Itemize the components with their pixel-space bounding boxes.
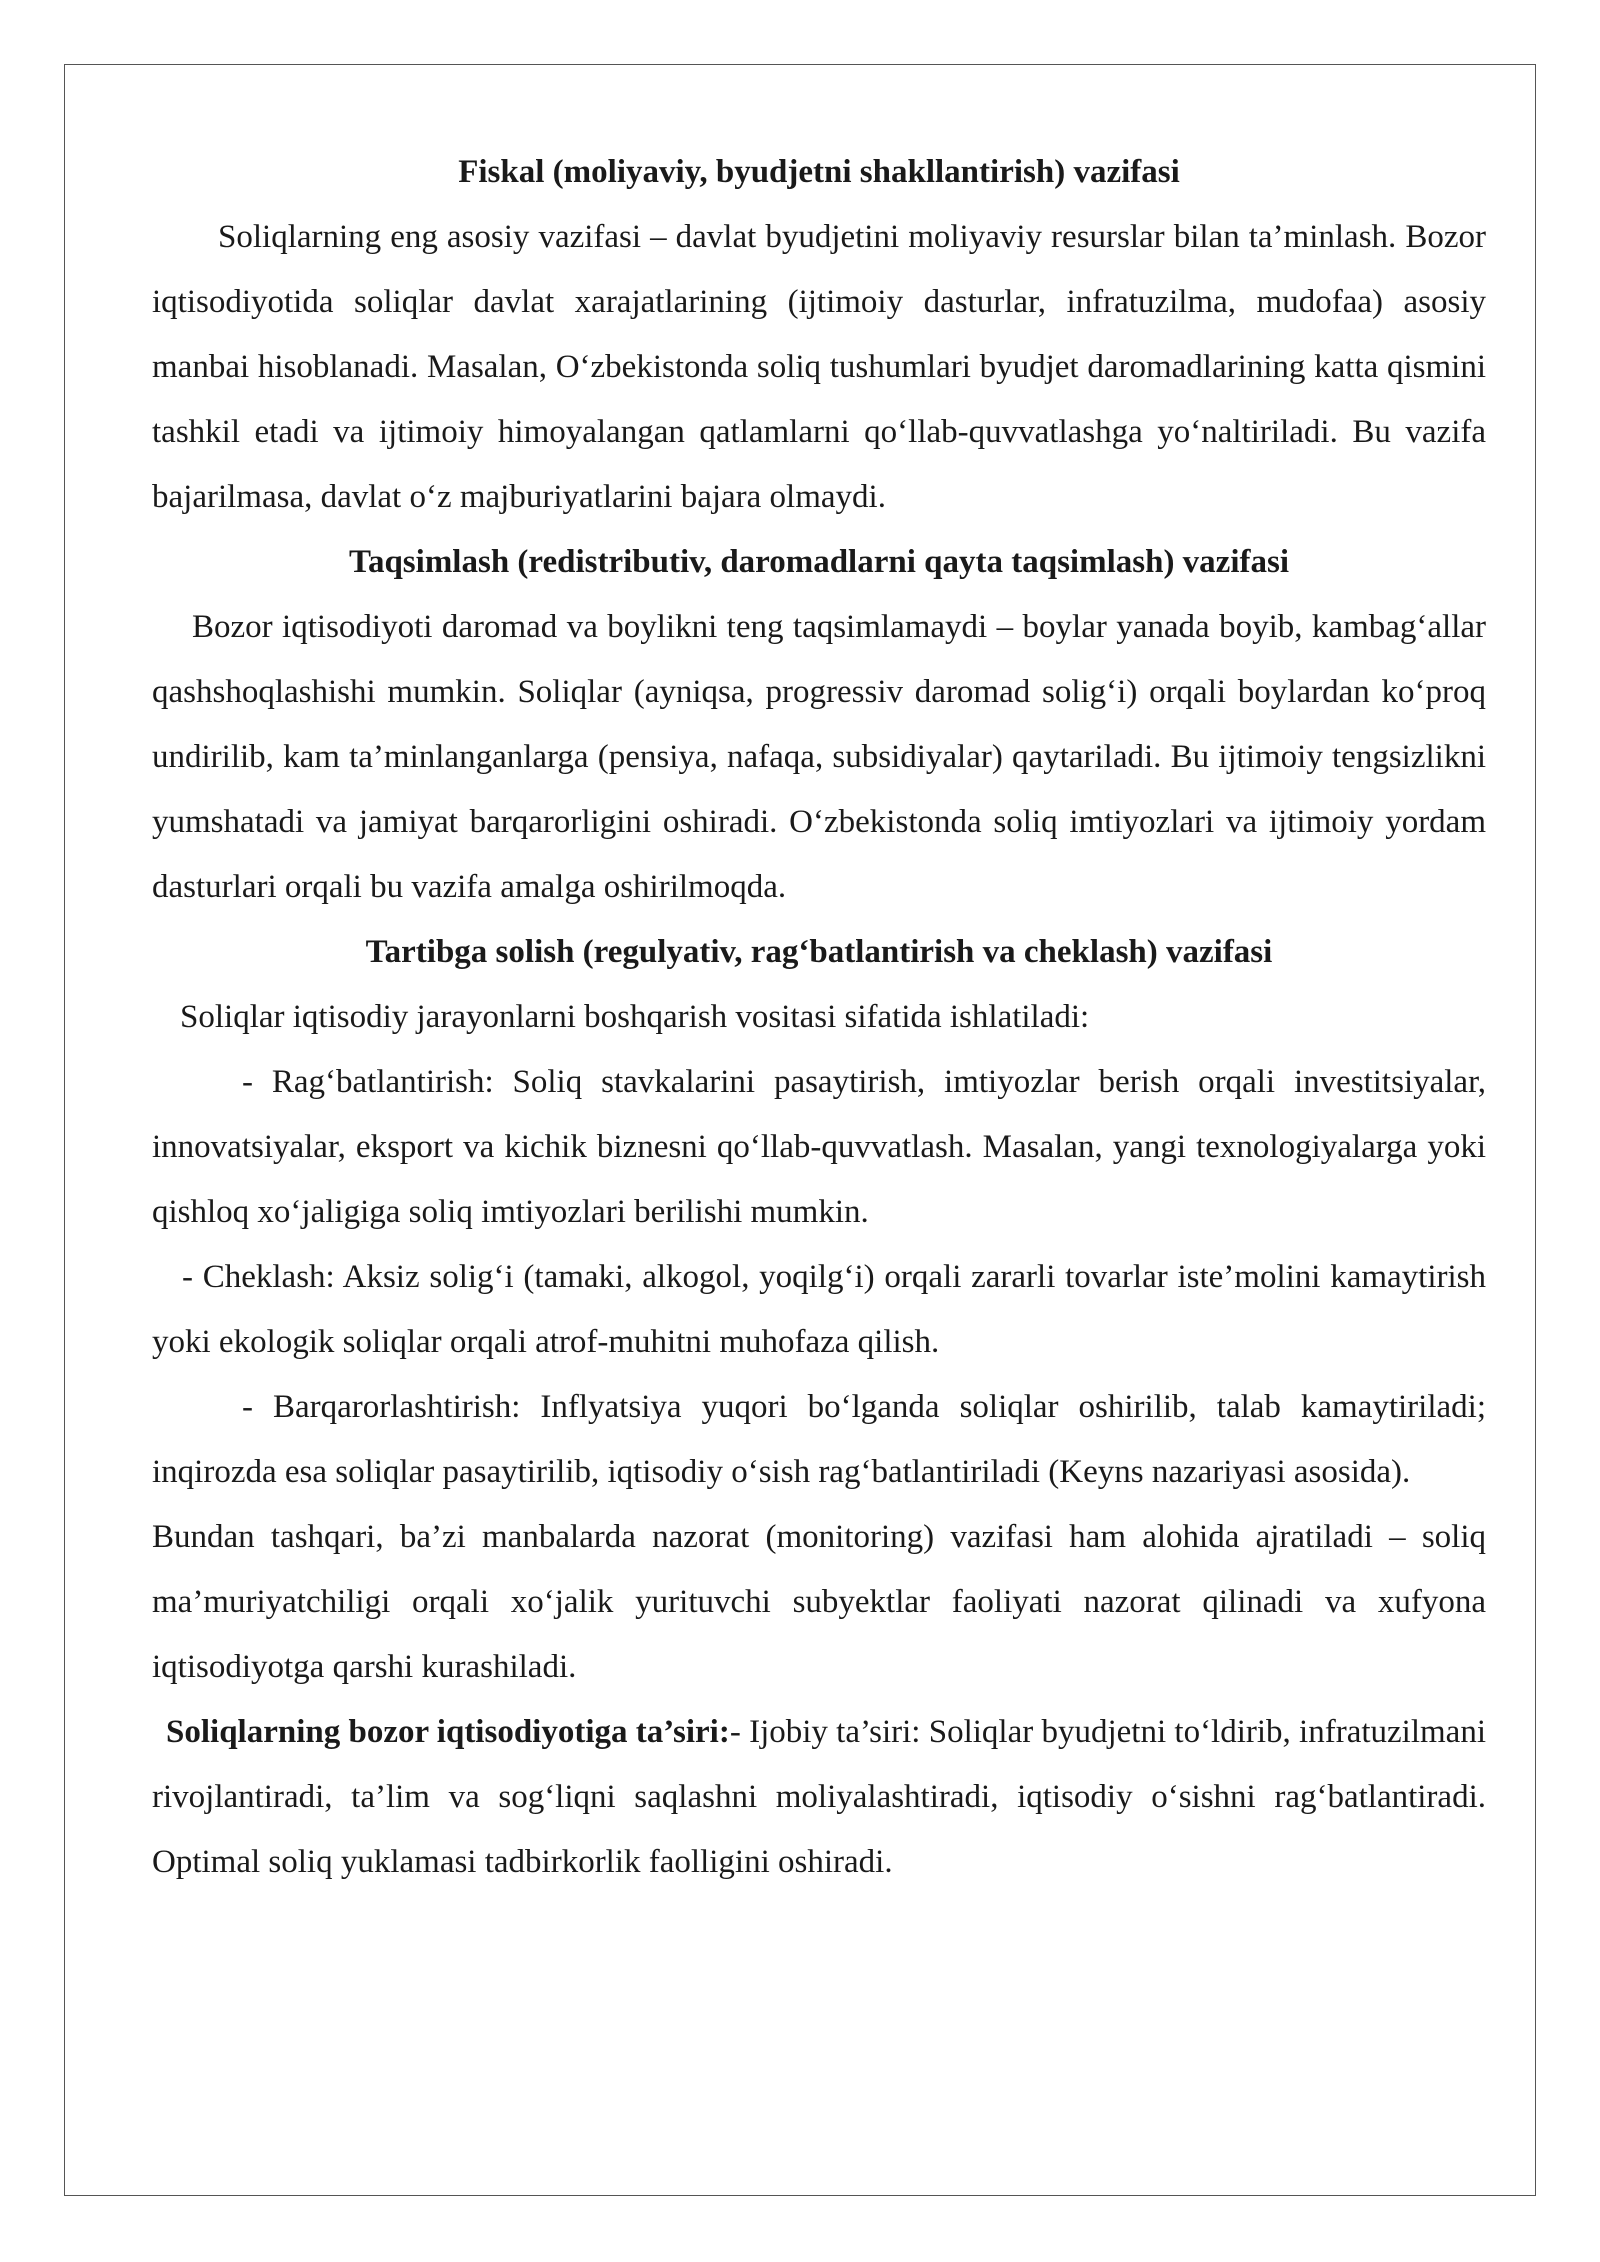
document-body <box>152 140 1486 1895</box>
section-heading-taqsimlash: Taqsimlash (redistributiv, daromadlarni qayta taqsimlash) vazifasi <box>348 544 1290 580</box>
tasiri-lead: Soliqlarning bozor iqtisodiyotiga ta’siri: <box>166 1714 730 1750</box>
section-heading-tartibga: Tartibga solish (regulyativ, rag‘batlantirish va cheklash) vazifasi <box>365 934 1273 970</box>
list-item-cheklash: - Cheklash: Aksiz solig‘i (tamaki, alkogol, yoqilg‘i) orqali zararli tovarlar iste’molini kamaytirish yoki ekologik soliqlar orqali atrof-muhitni muhofaza qilish. <box>152 1259 1486 1360</box>
list-item-ragbatlantirish: - Rag‘batlantirish: Soliq stavkalarini pasaytirish, imtiyozlar berish orqali investitsiyalar, innovatsiyalar, eksport va kichik biznesni qo‘llab-quvvatlash. Masalan, yangi texnologiyalarga yoki qishloq xo‘jaligiga soliq imtiyozlari berilishi mumkin. <box>152 1064 1486 1230</box>
paragraph-tartibga-intro: Soliqlar iqtisodiy jarayonlarni boshqarish vositasi sifatida ishlatiladi: <box>180 999 1090 1035</box>
list-item-barqarorlashtirish: - Barqarorlashtirish: Inflyatsiya yuqori bo‘lganda soliqlar oshirilib, talab kamaytiriladi; inqirozda esa soliqlar pasaytirilib, iqtisodiy o‘sish rag‘batlantiriladi (Keyns nazariyasi asosida). <box>152 1389 1486 1490</box>
paragraph-fiskal: Soliqlarning eng asosiy vazifasi – davlat byudjetini moliyaviy resurslar bilan ta’minlash. Bozor iqtisodiyotida soliqlar davlat xarajatlarining (ijtimoiy dasturlar, infratuzilma, mudofaa) asosiy manbai hisoblanadi. Masalan, O‘zbekistonda soliq tushumlari byudjet daromadlarining katta qismini tashkil etadi va ijtimoiy himoyalangan qatlamlarni qo‘llab-quvvatlashga yo‘naltiriladi. Bu vazifa bajarilmasa, davlat o‘z majburiyatlarini bajara olmaydi. <box>152 219 1486 515</box>
paragraph-tasiri <box>152 1700 1486 1895</box>
paragraph-nazorat-note: Bundan tashqari, ba’zi manbalarda nazorat (monitoring) vazifasi ham alohida ajratiladi – soliq ma’muriyatchiligi orqali xo‘jalik yurituvchi subyektlar faoliyati nazorat qilinadi va xufyona iqtisodiyotga qarshi kurashiladi. <box>152 1519 1486 1685</box>
section-heading-fiskal: Fiskal (moliyaviy, byudjetni shakllantirish) vazifasi <box>458 154 1180 190</box>
paragraph-taqsimlash: Bozor iqtisodiyoti daromad va boylikni teng taqsimlamaydi – boylar yanada boyib, kambag‘allar qashshoqlashishi mumkin. Soliqlar (ayniqsa, progressiv daromad solig‘i) orqali boylardan ko‘proq undirilib, kam ta’minlanganlarga (pensiya, nafaqa, subsidiyalar) qaytariladi. Bu ijtimoiy tengsizlikni yumshatadi va jamiyat barqarorligini oshiradi. O‘zbekistonda soliq imtiyozlari va ijtimoiy yordam dasturlari orqali bu vazifa amalga oshirilmoqda. <box>152 609 1486 905</box>
tasiri-body: - Ijobiy ta’siri: Soliqlar byudjetni to‘ldirib, infratuzilmani rivojlantiradi, ta’lim va sog‘liqni saqlashni moliyalashtiradi, iqtisodiy o‘sishni rag‘batlantiradi. Optimal soliq yuklamasi tadbirkorlik faolligini oshiradi. <box>152 1714 1486 1880</box>
